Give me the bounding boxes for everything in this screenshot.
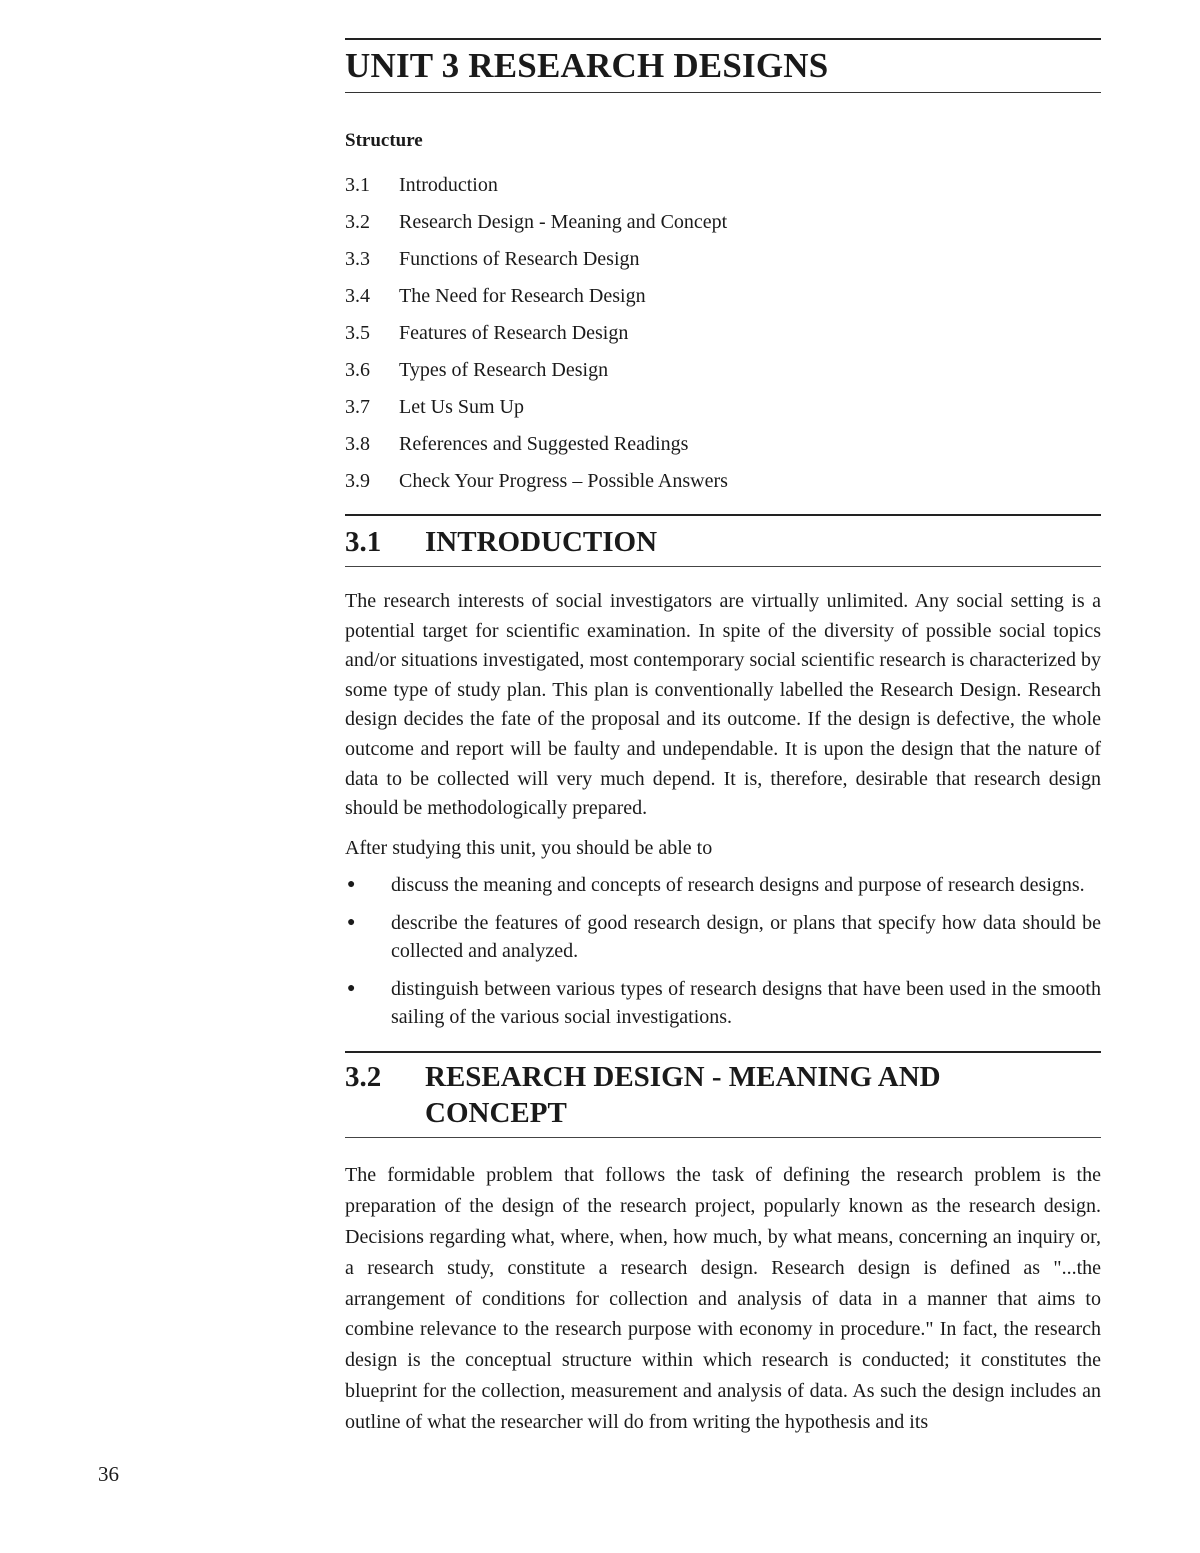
- list-item: [345, 975, 1101, 1031]
- toc-item-label: The Need for Research Design: [399, 285, 646, 307]
- toc-item: [345, 389, 1101, 426]
- toc-item-number: 3.2: [345, 211, 370, 233]
- list-item-text: discuss the meaning and concepts of research designs and purpose of research designs.: [391, 874, 1085, 897]
- toc-item-label: Types of Research Design: [399, 359, 609, 381]
- bullet-icon: ●: [347, 877, 356, 893]
- toc-item-number: 3.4: [345, 285, 370, 307]
- toc-item-number: 3.6: [345, 359, 370, 381]
- toc-item-label: Check Your Progress – Possible Answers: [399, 470, 728, 492]
- toc-item-label: Let Us Sum Up: [399, 396, 524, 418]
- list-item-text: describe the features of good research design, or plans that specify how data should be collected and analyzed.: [391, 912, 1101, 963]
- toc-item: [345, 352, 1101, 389]
- toc-item-number: 3.3: [345, 248, 370, 270]
- unit-top-rule: [345, 38, 1101, 40]
- section-title-line: RESEARCH DESIGN - MEANING AND: [425, 1061, 941, 1094]
- toc-item-label: Introduction: [399, 174, 498, 196]
- toc-item-label: Features of Research Design: [399, 322, 629, 344]
- section-title-line: CONCEPT: [425, 1097, 567, 1130]
- section-1-top-rule: [345, 514, 1101, 516]
- list-item: [345, 909, 1101, 965]
- section-number: 3.2: [345, 1061, 382, 1094]
- section-1-heading: [345, 524, 1101, 560]
- toc-item-number: 3.7: [345, 396, 370, 418]
- bullet-icon: ●: [347, 915, 356, 931]
- toc-item: [345, 204, 1101, 241]
- toc-item: [345, 426, 1101, 463]
- toc-item-label: Research Design - Meaning and Concept: [399, 211, 728, 233]
- objectives-list: [345, 871, 1101, 1031]
- table-of-contents: [345, 167, 1101, 500]
- toc-item: [345, 315, 1101, 352]
- toc-item: [345, 463, 1101, 500]
- section-2-bottom-rule: [345, 1137, 1101, 1138]
- unit-title: UNIT 3 RESEARCH DESIGNS: [345, 46, 829, 85]
- toc-item: [345, 167, 1101, 204]
- page-number: 36: [98, 1462, 119, 1486]
- section-number: 3.1: [345, 526, 382, 558]
- toc-item: [345, 278, 1101, 315]
- toc-item-label: References and Suggested Readings: [399, 433, 689, 455]
- toc-item-number: 3.5: [345, 322, 370, 344]
- list-item: [345, 871, 1101, 899]
- toc-item-label: Functions of Research Design: [399, 248, 640, 270]
- introduction-paragraph: The research interests of social investigators are virtually unlimited. Any social setting is a potential target for scientific examination. In spite of the diversity of possible social topics and/or situations investigated, most contemporary social scientific research is characterized by some type of study plan. This plan is conventionally labelled the Research Design. Research design decides the fate of the proposal and its outcome. If the design is defective, the whole outcome and report will be faulty and undependable. It is upon the design that the nature of data to be collected will very much depend. It is, therefore, desirable that research design should be methodologically prepared.: [345, 590, 1101, 820]
- section-2-heading: [345, 1059, 1101, 1131]
- unit-bottom-rule: [345, 92, 1101, 93]
- bullet-icon: ●: [347, 981, 356, 997]
- toc-item-number: 3.1: [345, 174, 370, 196]
- section-title: [425, 1059, 941, 1131]
- section-1-bottom-rule: [345, 566, 1101, 567]
- section-2-top-rule: [345, 1051, 1101, 1053]
- objectives-intro: After studying this unit, you should be able to: [345, 836, 713, 859]
- toc-item: [345, 241, 1101, 278]
- list-item-text: distinguish between various types of research designs that have been used in the smooth sailing of the various social investigations.: [391, 978, 1101, 1029]
- page-content: [345, 38, 1101, 1438]
- toc-item-number: 3.8: [345, 433, 370, 455]
- research-design-paragraph: The formidable problem that follows the task of defining the research problem is the preparation of the design of the research project, popularly known as the research design. Decisions regarding what, where, when, how much, by what means, concerning an inquiry or, a research study, constitute a research design. Research design is defined as "...the arrangement of conditions for collection and analysis of data in a manner that aims to combine relevance to the research purpose with economy in procedure." In fact, the research design is the conceptual structure within which research is conducted; it constitutes the blueprint for the collection, measurement and analysis of data. As such the design includes an outline of what the researcher will do from writing the hypothesis and its: [345, 1164, 1101, 1433]
- structure-heading: Structure: [345, 130, 423, 151]
- toc-item-number: 3.9: [345, 470, 370, 492]
- section-title: INTRODUCTION: [425, 526, 658, 558]
